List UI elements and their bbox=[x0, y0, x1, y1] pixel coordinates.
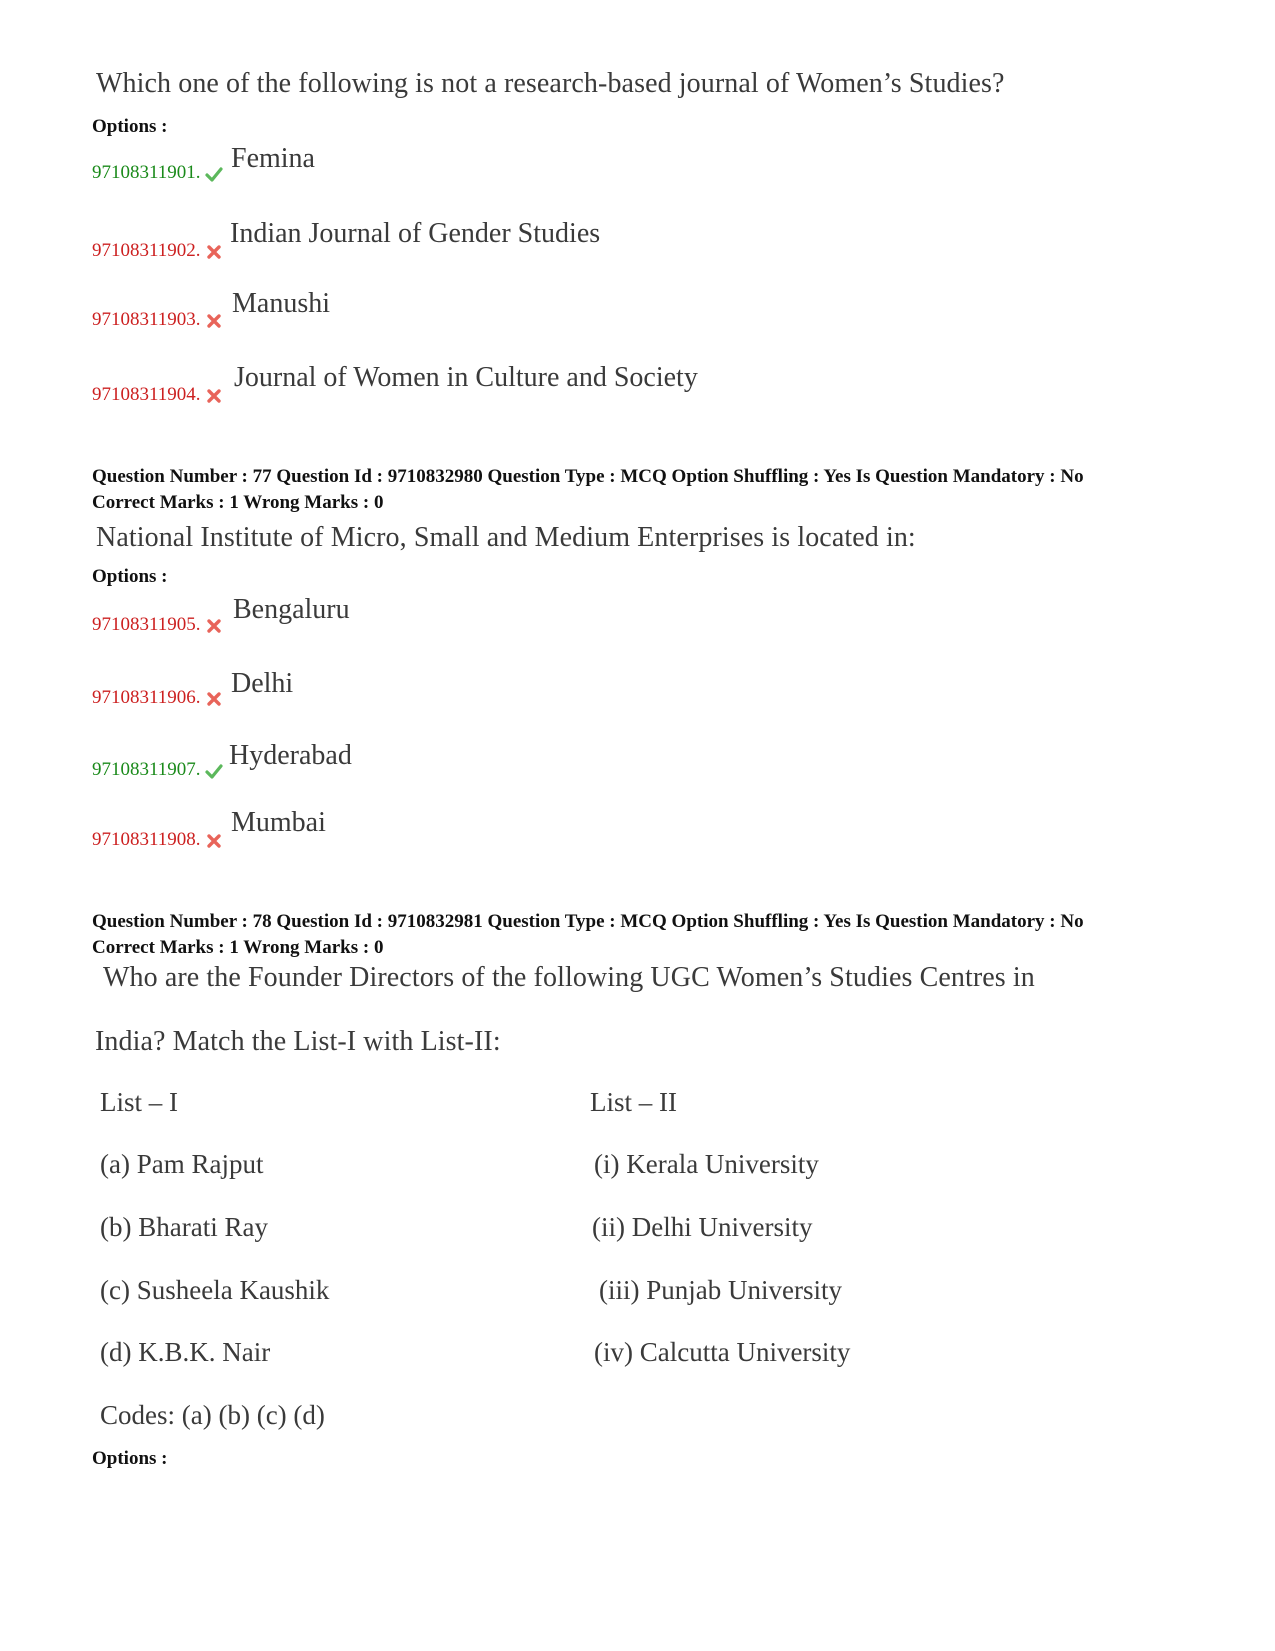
option-id: 97108311903. bbox=[92, 309, 201, 330]
option-id: 97108311901. bbox=[92, 162, 201, 183]
option-row[interactable] bbox=[92, 384, 223, 406]
option-id: 97108311905. bbox=[92, 614, 201, 635]
option-text: Delhi bbox=[231, 668, 294, 699]
option-row[interactable] bbox=[92, 162, 223, 184]
options-label: Options : bbox=[92, 116, 168, 137]
option-row[interactable] bbox=[92, 309, 223, 331]
question-marks: Correct Marks : 1 Wrong Marks : 0 bbox=[92, 492, 384, 513]
option-id: 97108311904. bbox=[92, 384, 201, 405]
cross-icon bbox=[205, 312, 223, 330]
question-marks: Correct Marks : 1 Wrong Marks : 0 bbox=[92, 937, 384, 958]
option-text: Hyderabad bbox=[229, 740, 352, 771]
option-row[interactable] bbox=[92, 240, 223, 262]
list1-item: (d) K.B.K. Nair bbox=[100, 1337, 271, 1367]
option-text: Femina bbox=[231, 143, 315, 174]
cross-icon bbox=[205, 243, 223, 261]
question-meta: Question Number : 77 Question Id : 9710832980 Question Type : MCQ Option Shuffling : Yes Is Question Mandatory : No bbox=[92, 466, 1084, 487]
question-text: Which one of the following is not a research-based journal of Women’s Studies? bbox=[96, 68, 1005, 99]
option-row[interactable] bbox=[92, 687, 223, 709]
codes-line: Codes: (a) (b) (c) (d) bbox=[100, 1400, 325, 1430]
list1-item: (b) Bharati Ray bbox=[100, 1212, 268, 1242]
cross-icon bbox=[205, 617, 223, 635]
option-id: 97108311908. bbox=[92, 829, 201, 850]
option-row[interactable] bbox=[92, 759, 223, 781]
cross-icon bbox=[205, 832, 223, 850]
options-label: Options : bbox=[92, 1448, 168, 1469]
question-text-line1: Who are the Founder Directors of the following UGC Women’s Studies Centres in bbox=[103, 962, 1035, 993]
list1-item: (a) Pam Rajput bbox=[100, 1149, 264, 1179]
list2-item: (i) Kerala University bbox=[594, 1149, 819, 1179]
check-icon bbox=[205, 165, 223, 183]
list2-item: (ii) Delhi University bbox=[592, 1212, 813, 1242]
option-text: Journal of Women in Culture and Society bbox=[234, 362, 698, 393]
cross-icon bbox=[205, 690, 223, 708]
option-id: 97108311902. bbox=[92, 240, 201, 261]
options-label: Options : bbox=[92, 566, 168, 587]
question-text: National Institute of Micro, Small and Medium Enterprises is located in: bbox=[96, 522, 916, 553]
option-text: Indian Journal of Gender Studies bbox=[230, 218, 601, 249]
cross-icon bbox=[205, 387, 223, 405]
question-meta: Question Number : 78 Question Id : 9710832981 Question Type : MCQ Option Shuffling : Yes Is Question Mandatory : No bbox=[92, 911, 1084, 932]
list2-item: (iii) Punjab University bbox=[599, 1275, 842, 1305]
check-icon bbox=[205, 762, 223, 780]
list1-header: List – I bbox=[100, 1087, 178, 1117]
list2-header: List – II bbox=[590, 1087, 677, 1117]
option-id: 97108311907. bbox=[92, 759, 201, 780]
list2-item: (iv) Calcutta University bbox=[594, 1337, 851, 1367]
list1-item: (c) Susheela Kaushik bbox=[100, 1275, 330, 1305]
option-id: 97108311906. bbox=[92, 687, 201, 708]
option-row[interactable] bbox=[92, 614, 223, 636]
option-text: Manushi bbox=[232, 288, 330, 319]
option-row[interactable] bbox=[92, 829, 223, 851]
option-text: Bengaluru bbox=[233, 594, 350, 625]
option-text: Mumbai bbox=[231, 807, 326, 838]
question-text-line2: India? Match the List-I with List-II: bbox=[95, 1026, 501, 1057]
